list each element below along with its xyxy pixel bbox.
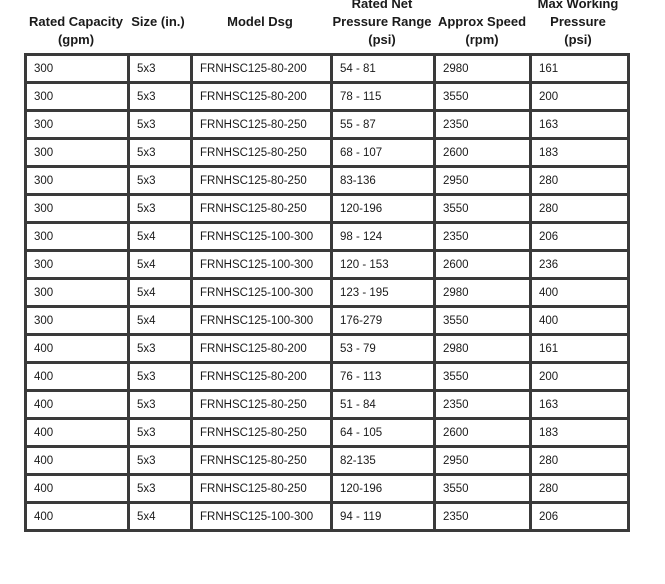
cell-speed: 2980 <box>435 55 531 83</box>
cell-pressure-range: 53 - 79 <box>332 335 435 363</box>
cell-max-pressure: 163 <box>531 111 629 139</box>
header-line: Pressure Range <box>332 14 432 29</box>
cell-capacity: 300 <box>26 223 129 251</box>
header-line: Rated Net <box>351 0 413 11</box>
cell-speed: 2600 <box>435 139 531 167</box>
cell-max-pressure: 280 <box>531 195 629 223</box>
cell-max-pressure: 183 <box>531 419 629 447</box>
header-line: (psi) <box>368 32 396 47</box>
cell-model: FRNHSC125-80-200 <box>192 363 332 391</box>
cell-speed: 2950 <box>435 447 531 475</box>
cell-pressure-range: 94 - 119 <box>332 503 435 531</box>
table-header <box>0 0 665 52</box>
cell-speed: 2980 <box>435 279 531 307</box>
cell-pressure-range: 176-279 <box>332 307 435 335</box>
cell-model: FRNHSC125-100-300 <box>192 251 332 279</box>
cell-capacity: 400 <box>26 363 129 391</box>
table-row <box>26 83 629 111</box>
cell-capacity: 300 <box>26 251 129 279</box>
header-line: (gpm) <box>57 32 95 47</box>
cell-pressure-range: 76 - 113 <box>332 363 435 391</box>
table-row <box>26 111 629 139</box>
header-approx-speed <box>434 13 530 49</box>
cell-model: FRNHSC125-80-250 <box>192 167 332 195</box>
cell-capacity: 300 <box>26 111 129 139</box>
table-row <box>26 251 629 279</box>
cell-model: FRNHSC125-80-250 <box>192 139 332 167</box>
cell-max-pressure: 206 <box>531 223 629 251</box>
cell-size: 5x3 <box>129 419 192 447</box>
cell-pressure-range: 120 - 153 <box>332 251 435 279</box>
cell-model: FRNHSC125-80-250 <box>192 475 332 503</box>
cell-max-pressure: 236 <box>531 251 629 279</box>
cell-speed: 3550 <box>435 475 531 503</box>
cell-max-pressure: 206 <box>531 503 629 531</box>
table-body <box>26 55 629 531</box>
cell-max-pressure: 200 <box>531 83 629 111</box>
cell-max-pressure: 400 <box>531 307 629 335</box>
cell-model: FRNHSC125-100-300 <box>192 223 332 251</box>
header-line: Approx Speed <box>437 14 527 29</box>
cell-max-pressure: 161 <box>531 335 629 363</box>
cell-model: FRNHSC125-80-250 <box>192 195 332 223</box>
header-max-working-pressure <box>530 0 626 49</box>
cell-model: FRNHSC125-80-250 <box>192 391 332 419</box>
table-row <box>26 223 629 251</box>
header-rated-capacity <box>18 13 134 49</box>
table-row <box>26 55 629 83</box>
cell-max-pressure: 280 <box>531 447 629 475</box>
cell-pressure-range: 120-196 <box>332 195 435 223</box>
cell-capacity: 400 <box>26 419 129 447</box>
table-row <box>26 195 629 223</box>
cell-model: FRNHSC125-80-250 <box>192 419 332 447</box>
cell-model: FRNHSC125-100-300 <box>192 307 332 335</box>
cell-size: 5x4 <box>129 307 192 335</box>
cell-model: FRNHSC125-80-250 <box>192 111 332 139</box>
cell-capacity: 400 <box>26 335 129 363</box>
header-size <box>126 13 190 31</box>
cell-speed: 2600 <box>435 419 531 447</box>
table-row <box>26 307 629 335</box>
cell-size: 5x4 <box>129 503 192 531</box>
cell-capacity: 300 <box>26 279 129 307</box>
cell-pressure-range: 68 - 107 <box>332 139 435 167</box>
cell-pressure-range: 82-135 <box>332 447 435 475</box>
cell-size: 5x3 <box>129 475 192 503</box>
cell-max-pressure: 183 <box>531 139 629 167</box>
cell-speed: 2600 <box>435 251 531 279</box>
header-line: (rpm) <box>465 32 499 47</box>
cell-max-pressure: 280 <box>531 167 629 195</box>
cell-size: 5x3 <box>129 83 192 111</box>
cell-capacity: 300 <box>26 307 129 335</box>
cell-capacity: 300 <box>26 83 129 111</box>
cell-size: 5x3 <box>129 167 192 195</box>
pump-data-table <box>24 53 630 532</box>
cell-pressure-range: 78 - 115 <box>332 83 435 111</box>
cell-capacity: 400 <box>26 503 129 531</box>
header-line: Rated Capacity <box>29 14 123 29</box>
cell-size: 5x3 <box>129 363 192 391</box>
cell-pressure-range: 83-136 <box>332 167 435 195</box>
table-row <box>26 391 629 419</box>
cell-capacity: 300 <box>26 55 129 83</box>
cell-pressure-range: 64 - 105 <box>332 419 435 447</box>
cell-speed: 3550 <box>435 363 531 391</box>
cell-size: 5x3 <box>129 335 192 363</box>
cell-capacity: 400 <box>26 447 129 475</box>
cell-speed: 2950 <box>435 167 531 195</box>
cell-model: FRNHSC125-80-200 <box>192 55 332 83</box>
cell-capacity: 300 <box>26 195 129 223</box>
header-model-dsg <box>190 13 330 31</box>
cell-size: 5x3 <box>129 195 192 223</box>
cell-pressure-range: 51 - 84 <box>332 391 435 419</box>
table-row <box>26 419 629 447</box>
header-line: (psi) <box>564 32 592 47</box>
table-row <box>26 503 629 531</box>
cell-speed: 2350 <box>435 111 531 139</box>
table-row <box>26 167 629 195</box>
cell-model: FRNHSC125-80-200 <box>192 335 332 363</box>
table-row <box>26 335 629 363</box>
cell-speed: 2350 <box>435 503 531 531</box>
cell-max-pressure: 163 <box>531 391 629 419</box>
table-row <box>26 475 629 503</box>
cell-pressure-range: 54 - 81 <box>332 55 435 83</box>
cell-pressure-range: 55 - 87 <box>332 111 435 139</box>
cell-size: 5x3 <box>129 55 192 83</box>
cell-capacity: 300 <box>26 167 129 195</box>
cell-pressure-range: 98 - 124 <box>332 223 435 251</box>
cell-pressure-range: 120-196 <box>332 475 435 503</box>
cell-speed: 2350 <box>435 391 531 419</box>
header-line: Size (in.) <box>131 14 185 29</box>
cell-speed: 2980 <box>435 335 531 363</box>
cell-max-pressure: 400 <box>531 279 629 307</box>
cell-model: FRNHSC125-100-300 <box>192 503 332 531</box>
cell-pressure-range: 123 - 195 <box>332 279 435 307</box>
cell-size: 5x3 <box>129 139 192 167</box>
cell-size: 5x3 <box>129 111 192 139</box>
cell-max-pressure: 161 <box>531 55 629 83</box>
header-line: Max Working <box>537 0 619 11</box>
cell-model: FRNHSC125-80-200 <box>192 83 332 111</box>
cell-size: 5x3 <box>129 391 192 419</box>
cell-size: 5x4 <box>129 223 192 251</box>
cell-speed: 2350 <box>435 223 531 251</box>
table-row <box>26 363 629 391</box>
cell-speed: 3550 <box>435 83 531 111</box>
cell-size: 5x3 <box>129 447 192 475</box>
cell-capacity: 300 <box>26 139 129 167</box>
table-row <box>26 447 629 475</box>
cell-capacity: 400 <box>26 475 129 503</box>
cell-size: 5x4 <box>129 251 192 279</box>
header-pressure-range <box>330 0 434 49</box>
cell-max-pressure: 280 <box>531 475 629 503</box>
cell-speed: 3550 <box>435 195 531 223</box>
cell-model: FRNHSC125-100-300 <box>192 279 332 307</box>
cell-max-pressure: 200 <box>531 363 629 391</box>
cell-speed: 3550 <box>435 307 531 335</box>
table-row <box>26 279 629 307</box>
header-line: Pressure <box>550 14 606 29</box>
table-row <box>26 139 629 167</box>
cell-model: FRNHSC125-80-250 <box>192 447 332 475</box>
cell-capacity: 400 <box>26 391 129 419</box>
header-line: Model Dsg <box>227 14 293 29</box>
cell-size: 5x4 <box>129 279 192 307</box>
